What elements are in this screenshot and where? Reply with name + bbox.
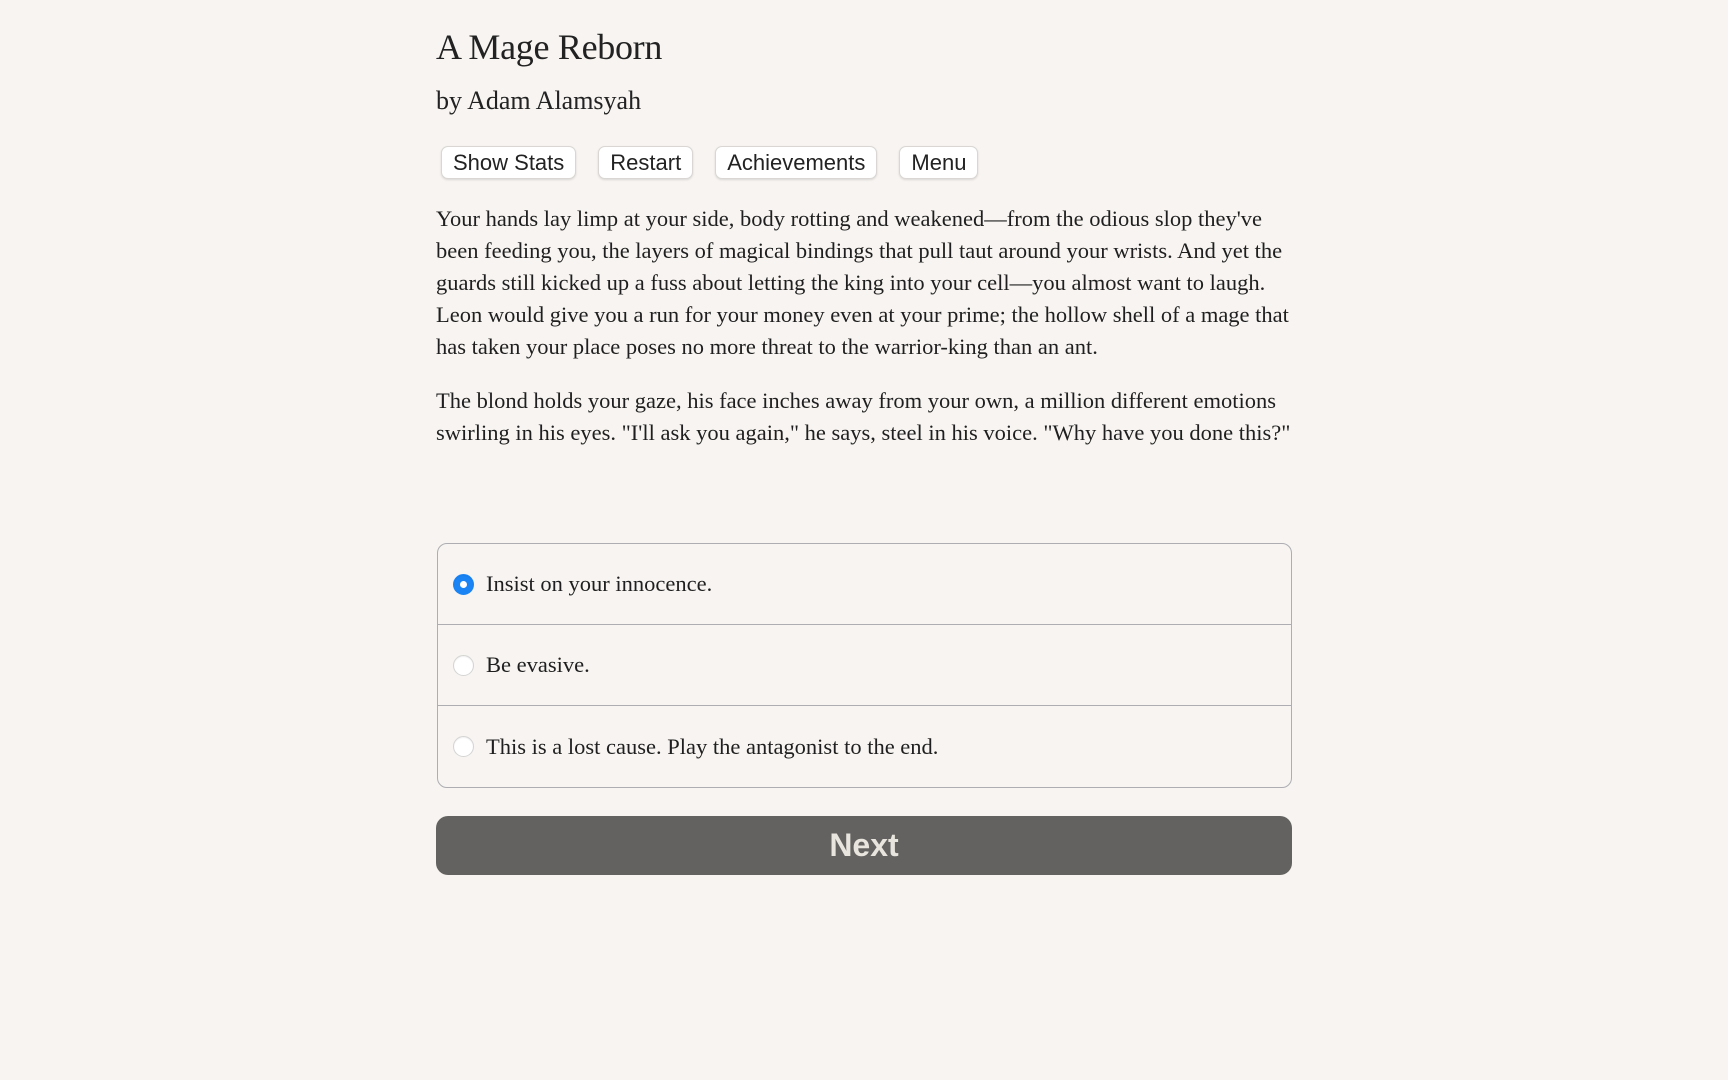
story-paragraph: The blond holds your gaze, his face inches away from your own, a million different emotions swirling in his eyes. "I'll ask you again," he says, steel in his voice. "Why have you done this?" — [436, 388, 1291, 445]
choice-option-play-antagonist[interactable] — [438, 706, 1291, 787]
choice-list — [437, 543, 1292, 788]
choice-label: This is a lost cause. Play the antagonist to the end. — [486, 733, 939, 759]
toolbar — [441, 146, 978, 179]
game-title: A Mage Reborn — [436, 27, 663, 67]
choice-label: Be evasive. — [486, 652, 590, 677]
story-text — [436, 203, 1292, 471]
game-author: by Adam Alamsyah — [436, 86, 642, 115]
achievements-button[interactable]: Achievements — [715, 146, 877, 179]
radio-selected-icon[interactable] — [453, 574, 474, 595]
show-stats-button[interactable]: Show Stats — [441, 146, 576, 179]
story-paragraph: Your hands lay limp at your side, body rotting and weakened—from the odious slop they've been feeding you, the layers of magical bindings that pull taut around your wrists. And yet the guards still kicked up a fuss about letting the king into your cell—you almost want to laugh. Leon would give you a run for your money even at your prime; the hollow shell of a mage that has taken your place poses no more threat to the warrior-king than an ant. — [436, 206, 1289, 359]
radio-unselected-icon[interactable] — [453, 655, 474, 676]
next-button[interactable]: Next — [436, 816, 1292, 875]
choice-label: Insist on your innocence. — [486, 571, 713, 596]
radio-unselected-icon[interactable] — [453, 736, 474, 757]
choice-option-be-evasive[interactable] — [438, 625, 1291, 706]
restart-button[interactable]: Restart — [598, 146, 693, 179]
menu-button[interactable]: Menu — [899, 146, 978, 179]
choice-option-insist-innocence[interactable] — [438, 544, 1291, 625]
